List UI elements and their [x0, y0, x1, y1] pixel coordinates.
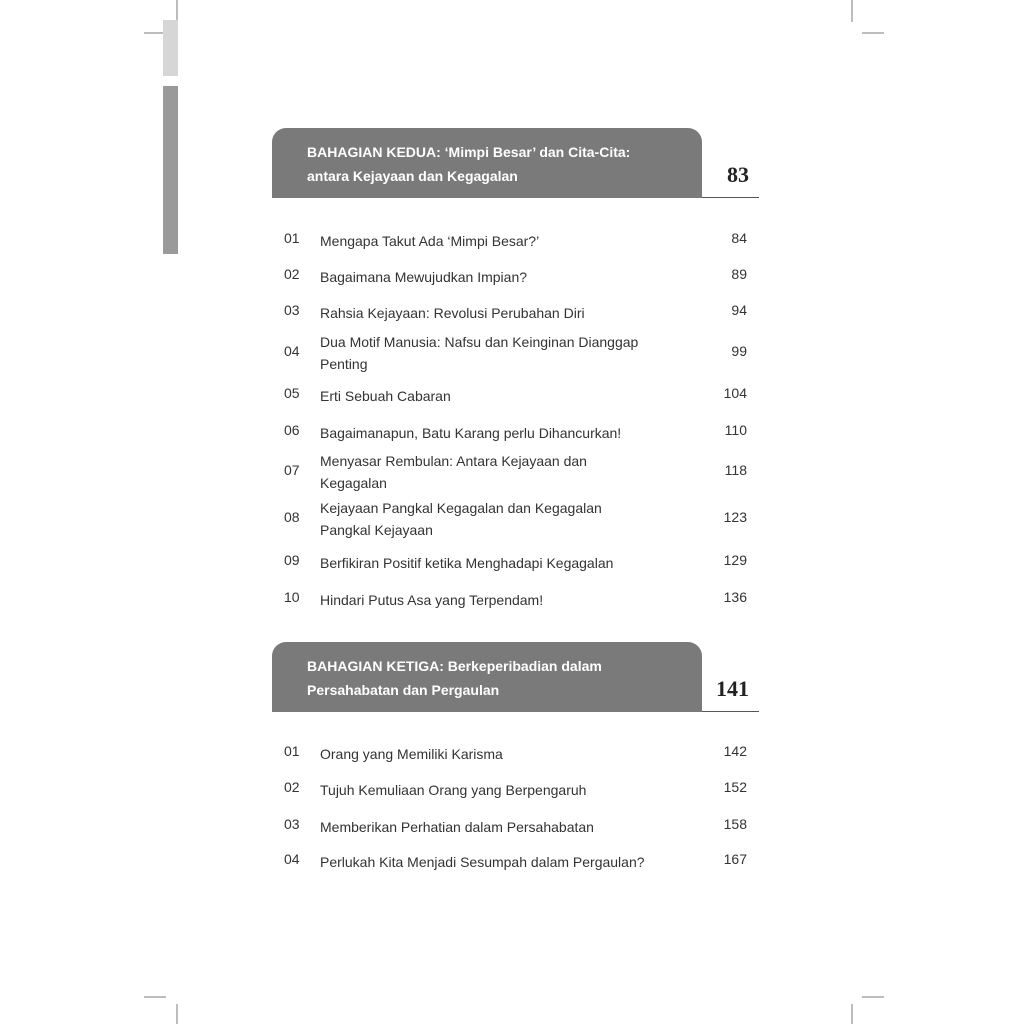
crop-mark-top-right-v: [851, 0, 853, 22]
entry-title: Berfikiran Positif ketika Menghadapi Kegagalan: [320, 555, 614, 571]
entry-title-line2: Kegagalan: [320, 475, 387, 491]
crop-mark-top-right-h: [862, 32, 884, 34]
entry-page: 118: [724, 462, 747, 478]
entry-title: Tujuh Kemuliaan Orang yang Berpengaruh: [320, 782, 587, 798]
entry-title: Bagaimana Mewujudkan Impian?: [320, 269, 528, 285]
section-header: [272, 642, 759, 712]
entry-title-line2: Pangkal Kejayaan: [320, 522, 433, 538]
crop-mark-bottom-right-h: [862, 996, 884, 998]
entry-number: 02: [284, 266, 300, 282]
entry-number: 04: [284, 851, 300, 867]
entry-title-line1: Kejayaan Pangkal Kegagalan dan Kegagalan: [320, 500, 602, 516]
entry-number: 01: [284, 743, 300, 759]
entry-title-line1: Dua Motif Manusia: Nafsu dan Keinginan Dianggap: [320, 334, 639, 350]
entry-number: 10: [284, 589, 300, 605]
entry-number: 06: [284, 422, 300, 438]
crop-mark-bottom-left-v: [176, 1004, 178, 1024]
entry-number: 04: [284, 343, 300, 359]
entry-page: 129: [723, 552, 747, 568]
entry-number: 02: [284, 779, 300, 795]
section-header-rule: [702, 711, 759, 712]
entry-title-line1: Menyasar Rembulan: Antara Kejayaan dan: [320, 453, 587, 469]
crop-mark-bottom-left-h: [144, 996, 166, 998]
crop-mark-bottom-right-v: [851, 1004, 853, 1024]
entry-title: Rahsia Kejayaan: Revolusi Perubahan Diri: [320, 305, 585, 321]
entry-title: Perlukah Kita Menjadi Sesumpah dalam Pergaulan?: [320, 854, 645, 870]
entry-title: Orang yang Memiliki Karisma: [320, 746, 503, 762]
entry-page: 84: [731, 230, 747, 246]
entry-page: 123: [723, 509, 747, 525]
section-title-line1: BAHAGIAN KETIGA: Berkeperibadian dalam: [307, 658, 602, 674]
entry-title: Hindari Putus Asa yang Terpendam!: [320, 592, 544, 608]
entry-title: Bagaimanapun, Batu Karang perlu Dihancurkan!: [320, 425, 622, 441]
entry-page: 136: [723, 589, 747, 605]
entry-title: Erti Sebuah Cabaran: [320, 388, 451, 404]
section-title-line2: antara Kejayaan dan Kegagalan: [307, 168, 518, 184]
entry-page: 167: [723, 851, 747, 867]
entry-page: 89: [731, 266, 747, 282]
toc-section-ketiga: [272, 642, 759, 870]
entry-number: 03: [284, 302, 300, 318]
section-title-line2: Persahabatan dan Pergaulan: [307, 682, 500, 698]
side-tab-light: [163, 20, 178, 76]
section-title: [307, 654, 697, 702]
section-page-number: 83: [727, 162, 749, 187]
section-title-line1: BAHAGIAN KEDUA: ‘Mimpi Besar’ dan Cita-Cita:: [307, 144, 631, 160]
entry-page: 110: [724, 422, 747, 438]
entry-number: 05: [284, 385, 300, 401]
section-header-rule: [702, 197, 759, 198]
side-tab-dark: [163, 86, 178, 254]
entry-number: 08: [284, 509, 300, 525]
entry-page: 158: [723, 816, 747, 832]
entry-title: [320, 450, 700, 494]
entry-title: [320, 497, 700, 541]
entry-number: 01: [284, 230, 300, 246]
section-page-number: 141: [716, 676, 749, 701]
entry-page: 94: [731, 302, 747, 318]
crop-mark-top-left-v: [176, 0, 178, 22]
entry-title: [320, 331, 700, 375]
toc-section-kedua: [272, 128, 759, 608]
entry-page: 99: [731, 343, 747, 359]
entry-title: Memberikan Perhatian dalam Persahabatan: [320, 819, 594, 835]
entry-number: 09: [284, 552, 300, 568]
section-title: [307, 140, 697, 188]
entry-page: 142: [723, 743, 747, 759]
section-header: [272, 128, 759, 198]
entry-page: 152: [723, 779, 747, 795]
entry-page: 104: [723, 385, 747, 401]
entry-number: 03: [284, 816, 300, 832]
entry-title: Mengapa Takut Ada ‘Mimpi Besar?’: [320, 233, 540, 249]
entry-title-line2: Penting: [320, 356, 368, 372]
entry-number: 07: [284, 462, 300, 478]
